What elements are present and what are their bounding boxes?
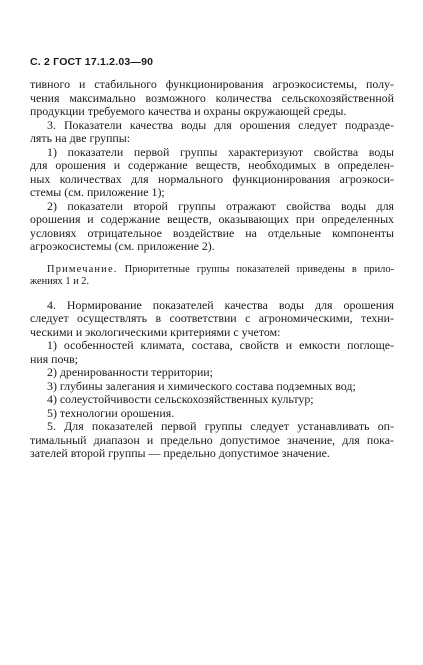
note-label: Примечание. [47, 263, 118, 275]
text-line: 4. Нормирование показателей качества воды для орошения [47, 297, 394, 312]
text-line: 4) солеустойчивости сельскохозяйственных культур; [47, 392, 314, 406]
document-body [30, 78, 394, 461]
text-line: 2) показатели второй группы отражают свойства воды для [47, 198, 394, 213]
spacer [30, 289, 394, 299]
text-line: 1) показатели первой группы характеризуют свойства воды [47, 144, 394, 159]
text-line: 3. Показатели качества воды для орошения следует подразде- [47, 117, 394, 132]
note-line [30, 264, 394, 277]
text-line: тивного и стабильного функционирования агроэкосистемы, полу- [30, 77, 394, 91]
text-line: для орошения и содержание веществ, необходимых в определен- [30, 158, 394, 172]
text-line: ния почв; [30, 351, 79, 366]
text-line: 5) технологии орошения. [47, 405, 175, 420]
text-line: орошения и содержание веществ, оказывающих при определенных [30, 212, 394, 226]
text-line: чения максимально возможного количества сельскохозяйственной [30, 90, 394, 105]
note-line: жениях 1 и 2. [30, 276, 90, 287]
text-line: условиях отрицательное воздействие на отдельные компоненты [30, 225, 394, 240]
text-line: 1) особенностей климата, состава, свойств и емкости поглоще- [47, 338, 394, 352]
text-line: ных количествах для нормального функционирования агроэкоси- [30, 171, 394, 186]
text-line: 2) дренированности территории; [47, 365, 213, 379]
text-line: 5. Для показателей первой группы следует устанавливать оп- [47, 419, 394, 433]
text-line: стемы (см. приложение 1); [30, 185, 165, 199]
note-text: Приоритетные группы показателей приведены в прило- [117, 263, 394, 275]
text-line: следует осуществлять в соответствии с агрономическими, техни- [30, 311, 394, 325]
text-line: тимальный диапазон и предельно допустимое значение, для пока- [30, 432, 394, 447]
text-line: агроэкосистемы (см. приложение 2). [30, 239, 215, 253]
text-line: 3) глубины залегания и химического состава подземных вод; [47, 378, 356, 393]
text-line: лять на две группы: [30, 131, 131, 145]
text-line: зателей второй группы — предельно допустимое значение. [30, 446, 330, 460]
text-line: ческими и экологическими критериями с учетом: [30, 324, 281, 339]
text-line: продукции требуемого качества и охраны окружающей среды. [30, 104, 347, 118]
page-header: С. 2 ГОСТ 17.1.2.03—90 [30, 56, 154, 68]
spacer [30, 254, 394, 264]
